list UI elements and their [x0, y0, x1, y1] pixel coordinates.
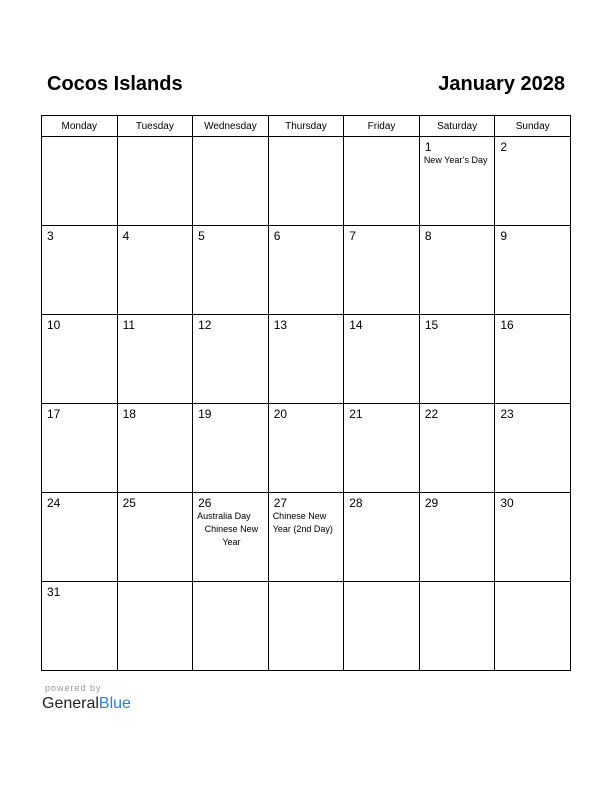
- weekday-header: Thursday: [268, 116, 344, 137]
- day-cell[interactable]: [344, 493, 420, 582]
- day-cell[interactable]: [344, 226, 420, 315]
- holiday-label: New Year’s Day: [423, 155, 488, 165]
- day-number: 29: [424, 496, 439, 510]
- week-row: [42, 404, 571, 493]
- country-title: Cocos Islands: [47, 73, 183, 95]
- day-cell[interactable]: [344, 137, 420, 226]
- week-row: [42, 315, 571, 404]
- day-number: 3: [47, 229, 54, 243]
- day-number: 10: [47, 318, 61, 332]
- day-events: [273, 510, 342, 536]
- day-cell[interactable]: [42, 493, 118, 582]
- powered-by-label: powered by: [45, 683, 102, 693]
- day-cell[interactable]: [344, 315, 420, 404]
- day-cell[interactable]: [42, 226, 118, 315]
- day-cell[interactable]: [495, 226, 571, 315]
- day-cell[interactable]: [193, 315, 269, 404]
- day-cell[interactable]: [268, 404, 344, 493]
- day-number: 26: [198, 496, 212, 510]
- day-number: 18: [122, 407, 136, 421]
- brand-general: General: [42, 695, 99, 712]
- day-number: 12: [198, 318, 212, 332]
- day-cell[interactable]: [344, 404, 420, 493]
- week-row: [42, 226, 571, 315]
- brand-logo[interactable]: [42, 694, 131, 714]
- month-year-title: January 2028: [438, 73, 565, 95]
- weekday-header-row: [42, 116, 571, 137]
- day-cell[interactable]: [42, 582, 118, 671]
- day-number: 2: [500, 140, 508, 154]
- day-number: 28: [349, 496, 363, 510]
- day-events: [424, 154, 493, 167]
- day-cell[interactable]: [117, 404, 193, 493]
- day-cell[interactable]: [117, 493, 193, 582]
- brand-blue: Blue: [98, 695, 131, 712]
- holiday-label: Australia Day: [197, 511, 251, 521]
- day-cell[interactable]: [193, 404, 269, 493]
- day-cell[interactable]: [419, 493, 495, 582]
- day-cell[interactable]: [495, 582, 571, 671]
- day-number: 23: [500, 407, 514, 421]
- day-number: 13: [273, 318, 288, 332]
- week-row: [42, 493, 571, 582]
- day-events: [197, 510, 266, 549]
- day-cell[interactable]: [419, 582, 495, 671]
- weekday-header: Monday: [42, 116, 118, 137]
- day-cell[interactable]: [117, 315, 193, 404]
- day-number: 19: [198, 407, 212, 421]
- day-cell[interactable]: [42, 137, 118, 226]
- week-row: [42, 137, 571, 226]
- day-cell[interactable]: [117, 226, 193, 315]
- day-cell[interactable]: [193, 226, 269, 315]
- day-cell[interactable]: [495, 315, 571, 404]
- day-number: 30: [500, 496, 514, 510]
- day-cell[interactable]: [419, 137, 495, 226]
- day-number: 21: [349, 407, 363, 421]
- weekday-header: Wednesday: [193, 116, 269, 137]
- day-cell[interactable]: [268, 493, 344, 582]
- weekday-header: Sunday: [495, 116, 571, 137]
- day-cell[interactable]: [495, 493, 571, 582]
- day-cell[interactable]: [42, 404, 118, 493]
- day-number: 1: [424, 140, 432, 154]
- day-cell[interactable]: [42, 315, 118, 404]
- day-number: 7: [349, 229, 356, 243]
- day-number: 20: [273, 407, 288, 421]
- day-number: 15: [424, 318, 439, 332]
- day-cell[interactable]: [268, 226, 344, 315]
- day-cell[interactable]: [419, 315, 495, 404]
- day-number: 25: [122, 496, 136, 510]
- day-cell[interactable]: [268, 315, 344, 404]
- day-cell[interactable]: [419, 404, 495, 493]
- weekday-header: Tuesday: [117, 116, 193, 137]
- calendar-grid: [41, 115, 571, 671]
- day-number: 16: [500, 318, 514, 332]
- day-number: 14: [349, 318, 363, 332]
- weekday-header: Saturday: [419, 116, 495, 137]
- day-number: 8: [424, 229, 432, 243]
- day-cell[interactable]: [193, 493, 269, 582]
- day-number: 11: [122, 318, 136, 332]
- day-cell[interactable]: [117, 137, 193, 226]
- day-cell[interactable]: [268, 137, 344, 226]
- day-number: 6: [273, 229, 281, 243]
- day-number: 5: [198, 229, 205, 243]
- day-cell[interactable]: [495, 137, 571, 226]
- day-number: 24: [47, 496, 61, 510]
- week-row: [42, 582, 571, 671]
- day-number: 22: [424, 407, 439, 421]
- day-cell[interactable]: [193, 137, 269, 226]
- day-number: 17: [47, 407, 61, 421]
- day-cell[interactable]: [344, 582, 420, 671]
- day-cell[interactable]: [268, 582, 344, 671]
- day-number: 4: [122, 229, 130, 243]
- day-cell[interactable]: [193, 582, 269, 671]
- day-cell[interactable]: [419, 226, 495, 315]
- day-number: 31: [47, 585, 61, 599]
- holiday-label: Chinese New Year (2nd Day): [272, 511, 333, 534]
- day-number: 9: [500, 229, 508, 243]
- holiday-label: Chinese New Year: [204, 524, 259, 547]
- day-number: 27: [273, 496, 288, 510]
- day-cell[interactable]: [495, 404, 571, 493]
- weekday-header: Friday: [344, 116, 420, 137]
- day-cell[interactable]: [117, 582, 193, 671]
